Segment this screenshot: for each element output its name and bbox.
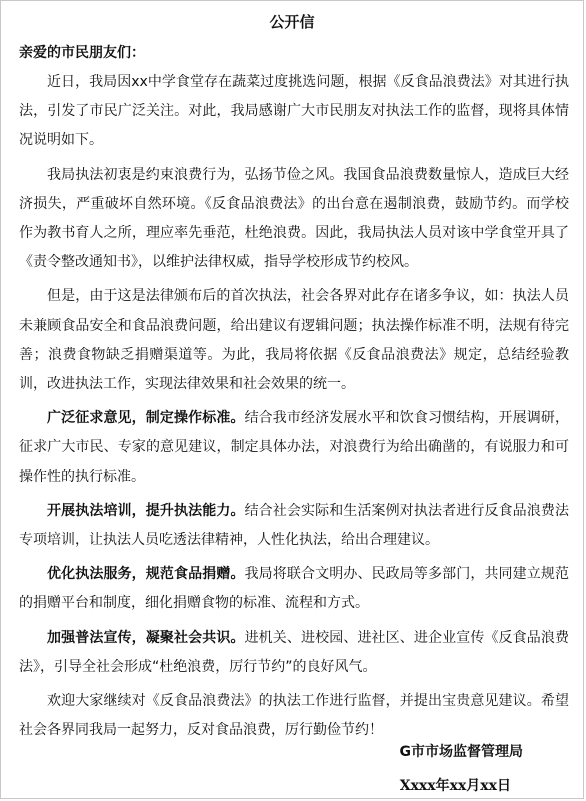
paragraph-text: 结合我市经济发展水平和饮食习惯结构，开展调研，征求广大市民、专家的意见建议，制定具体办法，对浪费行为给出确凿的，有说服力和可操作性的执行标准。 (19, 410, 570, 485)
paragraph (19, 161, 569, 278)
salutation: 亲爱的市民朋友们： (19, 45, 145, 61)
paragraph-text: 我局将联合文明办、民政局等多部门，共同建立规范的捐赠平台和制度，细化捐赠食物的标准、流程和方式。 (19, 566, 570, 612)
paragraph-text: 我局执法初衷是约束浪费行为，弘扬节俭之风。我国食品浪费数量惊人，造成巨大经济损失，严重破坏自然环境。《反食品浪费法》的出台意在遏制浪费，鼓励节约。而学校作为教书育人之所，理应率先垂范，杜绝浪费。因此，我局执法人员对该中学食堂开具了《责令整改通知书》，以维护法律权威，指导学校形成节约校风。 (19, 166, 569, 271)
paragraph (19, 68, 569, 156)
paragraph (19, 497, 569, 555)
paragraph-heading: 加强普法宣传，凝聚社会共识。 (47, 629, 245, 646)
paragraph (19, 687, 569, 745)
paragraph-heading: 优化执法服务，规范食品捐赠。 (47, 566, 245, 583)
signature: G市市场监督管理局 (399, 744, 523, 760)
paragraph (19, 282, 569, 399)
paragraph (19, 404, 569, 492)
paragraph (19, 560, 569, 618)
letter-title: 公开信 (269, 13, 315, 31)
paragraph (19, 624, 569, 682)
paragraph-text: 进机关、进校园、进社区、进企业宣传《反食品浪费法》，引导全社会形成“杜绝浪费，厉行节约”的良好风气。 (19, 629, 570, 675)
paragraph-heading: 开展执法培训，提升执法能力。 (47, 502, 245, 519)
paragraph-text: 欢迎大家继续对《反食品浪费法》的执法工作进行监督，并提出宝贵意见建议。希望社会各界同我局一起努力，反对食品浪费，厉行勤俭节约！ (19, 693, 569, 739)
paragraph-heading: 广泛征求意见，制定操作标准。 (47, 410, 245, 427)
letter-body (19, 68, 569, 750)
paragraph-text: 结合社会实际和生活案例对执法者进行反食品浪费法专项培训，让执法人员吃透法律精神，人性化执法，给出合理建议。 (19, 502, 570, 549)
date: Xxxx年xx月xx日 (399, 778, 511, 794)
paragraph-text: 但是，由于这是法律颁布后的首次执法，社会各界对此存在诸多争议，如：执法人员未兼顾食品安全和食品浪费问题，给出建议有逻辑问题；执法操作标准不明，法规有待完善；浪费食物缺乏捐赠渠道等。为此，我局将依据《反食品浪费法》规定，总结经验教训，改进执法工作，实现法律效果和社会效果的统一。 (19, 288, 569, 393)
paragraph-text: 近日，我局因xx中学食堂存在蔬菜过度挑选问题，根据《反食品浪费法》对其进行执法，引发了市民广泛关注。对此，我局感谢广大市民朋友对执法工作的监督，现将具体情况说明如下。 (19, 74, 569, 149)
